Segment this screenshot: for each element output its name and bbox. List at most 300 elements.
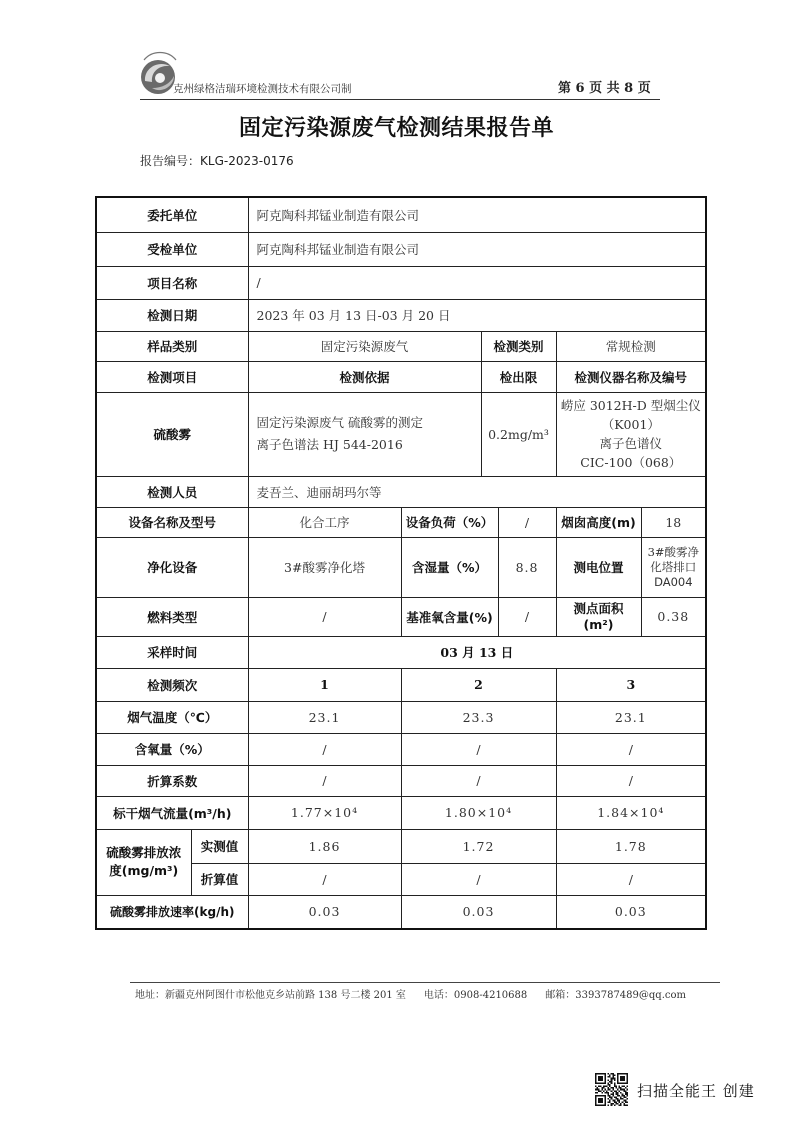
item-instrument-line: 崂应 3012H-D 型烟尘仪 — [560, 398, 701, 413]
item-instrument-line: CIC-100（068） — [580, 455, 682, 470]
qr-module — [600, 1100, 602, 1102]
dry-flow-value: 1.80×10⁴ — [401, 796, 556, 829]
item-instrument-line: （K001） — [601, 417, 660, 432]
flue-temp-value: 23.1 — [248, 701, 401, 733]
logo-arc — [144, 53, 176, 61]
position-value — [641, 537, 706, 597]
frequency-value: 3 — [556, 668, 706, 701]
qr-module — [604, 1076, 606, 1078]
qr-module — [614, 1090, 616, 1092]
qr-module — [611, 1073, 613, 1075]
fuel-label: 燃料类型 — [96, 597, 248, 636]
personnel-value: 麦吾兰、迪丽胡玛尔等 — [248, 476, 706, 507]
qr-module — [617, 1103, 619, 1105]
qr-module — [597, 1092, 599, 1094]
qr-module — [625, 1093, 627, 1095]
basis-header: 检测依据 — [248, 361, 481, 392]
row-emission-rate — [96, 895, 706, 929]
qr-module — [611, 1090, 613, 1092]
qr-module — [617, 1095, 619, 1097]
qr-module — [604, 1081, 606, 1083]
qr-module — [617, 1082, 619, 1084]
item-basis — [248, 392, 481, 476]
qr-module — [617, 1100, 619, 1102]
qr-module — [612, 1089, 614, 1091]
inspected-unit-label: 受检单位 — [96, 232, 248, 266]
limit-header: 检出限 — [481, 361, 556, 392]
qr-module — [620, 1078, 622, 1080]
qr-module — [611, 1097, 613, 1099]
qr-module — [595, 1098, 597, 1100]
oxygen-value: / — [248, 733, 401, 765]
qr-module — [604, 1075, 606, 1077]
qr-module — [615, 1103, 617, 1105]
qr-module — [617, 1098, 619, 1100]
qr-module — [615, 1101, 617, 1103]
qr-module — [604, 1079, 606, 1081]
qr-module — [612, 1092, 614, 1094]
row-item-header — [96, 361, 706, 392]
qr-module — [595, 1075, 597, 1077]
qr-module — [626, 1079, 628, 1081]
inspected-unit-value: 阿克陶科邦锰业制造有限公司 — [248, 232, 706, 266]
qr-module — [600, 1095, 602, 1097]
qr-module — [595, 1092, 597, 1094]
personnel-label: 检测人员 — [96, 476, 248, 507]
qr-module — [619, 1086, 621, 1088]
qr-module — [608, 1089, 610, 1091]
qr-module — [597, 1095, 599, 1097]
qr-module — [626, 1073, 628, 1075]
qr-module — [604, 1104, 606, 1106]
qr-module — [609, 1101, 611, 1103]
conversion-factor-value: / — [556, 765, 706, 796]
report-title: 固定污染源废气检测结果报告单 — [238, 115, 554, 141]
converted-value: / — [248, 863, 401, 895]
page-number: 第 6 页 共 8 页 — [558, 81, 651, 96]
qr-module — [604, 1095, 606, 1097]
qr-module — [615, 1097, 617, 1099]
qr-module — [609, 1076, 611, 1078]
qr-module — [622, 1098, 624, 1100]
qr-module — [612, 1073, 614, 1075]
sampling-time-value: 03 月 13 日 — [248, 636, 706, 668]
qr-module — [598, 1076, 600, 1078]
row-frequency — [96, 668, 706, 701]
qr-module — [623, 1090, 625, 1092]
concentration-label — [96, 829, 191, 895]
qr-module — [604, 1086, 606, 1088]
qr-module — [620, 1076, 622, 1078]
measured-value: 1.86 — [248, 829, 401, 863]
qr-module — [608, 1095, 610, 1097]
footer-email: 邮箱：3393787489@qq.com — [545, 990, 686, 1001]
dry-flow-value: 1.77×10⁴ — [248, 796, 401, 829]
position-label: 测电位置 — [556, 537, 641, 597]
category-value: 常规检测 — [556, 331, 706, 361]
qr-module — [603, 1095, 605, 1097]
qr-module — [614, 1086, 616, 1088]
oxygen-value: / — [401, 733, 556, 765]
moisture-value: 8.8 — [498, 537, 556, 597]
qr-module — [626, 1078, 628, 1080]
sample-label: 样品类别 — [96, 331, 248, 361]
qr-module — [625, 1082, 627, 1084]
frequency-value: 2 — [401, 668, 556, 701]
position-value-line: 化塔排口 — [650, 559, 697, 574]
qr-module — [626, 1098, 628, 1100]
row-client — [96, 197, 706, 232]
row-sampling-time — [96, 636, 706, 668]
qr-module — [625, 1073, 627, 1075]
qr-module — [600, 1086, 602, 1088]
qr-module — [601, 1073, 603, 1075]
qr-module — [617, 1081, 619, 1083]
qr-module — [608, 1076, 610, 1078]
converted-value: / — [556, 863, 706, 895]
concentration-label-line: 度(mg/m³) — [109, 863, 179, 878]
qr-module — [608, 1087, 610, 1089]
item-basis-line: 离子色谱法 HJ 544-2016 — [256, 437, 403, 452]
qr-module — [598, 1086, 600, 1088]
qr-module — [604, 1101, 606, 1103]
logo-center — [155, 73, 165, 83]
qr-module — [600, 1101, 602, 1103]
footer-address: 地址：新疆克州阿图什市松他克乡站前路 138 号二楼 201 室 — [135, 990, 406, 1001]
qr-module — [623, 1095, 625, 1097]
report-number — [140, 152, 294, 169]
conversion-factor-value: / — [248, 765, 401, 796]
qr-module — [595, 1078, 597, 1080]
footer-phone: 电话：0908-4210688 — [423, 990, 528, 1001]
qr-module — [612, 1093, 614, 1095]
row-dry-flow — [96, 796, 706, 829]
measured-value: 1.78 — [556, 829, 706, 863]
qr-module — [614, 1082, 616, 1084]
oxygen-ref-label: 基准氧含量(%) — [401, 597, 498, 636]
qr-module — [611, 1093, 613, 1095]
qr-module — [623, 1079, 625, 1081]
qr-module — [604, 1103, 606, 1105]
qr-module — [619, 1104, 621, 1106]
project-value: / — [248, 266, 706, 299]
qr-module — [623, 1086, 625, 1088]
qr-module — [620, 1073, 622, 1075]
qr-module — [601, 1089, 603, 1091]
qr-module — [611, 1081, 613, 1083]
qr-module — [620, 1098, 622, 1100]
area-value: 0.38 — [641, 597, 706, 636]
item-header: 检测项目 — [96, 361, 248, 392]
qr-module — [614, 1078, 616, 1080]
qr-module — [595, 1089, 597, 1091]
qr-module — [608, 1082, 610, 1084]
qr-module — [598, 1098, 600, 1100]
qr-module — [597, 1073, 599, 1075]
row-fuel — [96, 597, 706, 636]
area-label — [556, 597, 641, 636]
qr-module — [619, 1095, 621, 1097]
qr-module — [617, 1078, 619, 1080]
qr-module — [597, 1104, 599, 1106]
qr-module — [609, 1100, 611, 1102]
frequency-value: 1 — [248, 668, 401, 701]
qr-module — [612, 1103, 614, 1105]
qr-module — [608, 1073, 610, 1075]
qr-module — [612, 1087, 614, 1089]
qr-module — [611, 1087, 613, 1089]
qr-module — [626, 1075, 628, 1077]
oxygen-label: 含氧量（%） — [96, 733, 248, 765]
qr-module — [606, 1086, 608, 1088]
table-body — [96, 197, 706, 929]
qr-module — [598, 1090, 600, 1092]
qr-module — [600, 1076, 602, 1078]
row-sample — [96, 331, 706, 361]
qr-module — [625, 1087, 627, 1089]
qr-module — [606, 1092, 608, 1094]
project-label: 项目名称 — [96, 266, 248, 299]
qr-module — [614, 1084, 616, 1086]
qr-module — [597, 1087, 599, 1089]
qr-module — [615, 1092, 617, 1094]
qr-module — [617, 1089, 619, 1091]
purifier-value: 3#酸雾净化塔 — [248, 537, 401, 597]
qr-module — [615, 1093, 617, 1095]
qr-module — [626, 1104, 628, 1106]
qr-module — [614, 1097, 616, 1099]
qr-module — [620, 1103, 622, 1105]
qr-module — [620, 1087, 622, 1089]
qr-module — [598, 1089, 600, 1091]
oxygen-ref-value: / — [498, 597, 556, 636]
report-number-value: KLG-2023-0176 — [200, 154, 294, 168]
qr-module — [608, 1098, 610, 1100]
qr-module — [619, 1101, 621, 1103]
qr-module — [604, 1078, 606, 1080]
qr-module — [622, 1086, 624, 1088]
qr-module — [595, 1097, 597, 1099]
qr-module — [623, 1100, 625, 1102]
position-value-line: 3#酸雾净 — [647, 544, 700, 559]
area-label-line: 测点面积 — [573, 600, 624, 616]
qr-module — [623, 1103, 625, 1105]
qr-module — [608, 1093, 610, 1095]
qr-module — [597, 1089, 599, 1091]
flue-temp-value: 23.1 — [556, 701, 706, 733]
qr-module — [609, 1075, 611, 1077]
fuel-value: / — [248, 597, 401, 636]
test-date-value: 2023 年 03 月 13 日-03 月 20 日 — [248, 299, 706, 331]
qr-module — [595, 1103, 597, 1105]
qr-module — [608, 1104, 610, 1106]
qr-module — [623, 1078, 625, 1080]
qr-module — [622, 1089, 624, 1091]
qr-module — [617, 1073, 619, 1075]
row-concentration-measured — [96, 829, 706, 863]
qr-module — [620, 1082, 622, 1084]
qr-module — [604, 1089, 606, 1091]
emission-rate-value: 0.03 — [248, 895, 401, 929]
row-inspected-unit — [96, 232, 706, 266]
position-value-line: DA004 — [654, 574, 693, 589]
qr-module — [595, 1104, 597, 1106]
qr-module — [611, 1098, 613, 1100]
qr-module — [598, 1082, 600, 1084]
qr-module — [626, 1076, 628, 1078]
measured-label: 实测值 — [191, 829, 248, 863]
qr-module — [601, 1104, 603, 1106]
qr-module — [603, 1104, 605, 1106]
qr-module — [598, 1079, 600, 1081]
qr-module — [623, 1073, 625, 1075]
qr-module — [623, 1082, 625, 1084]
qr-module — [600, 1104, 602, 1106]
qr-module — [595, 1100, 597, 1102]
qr-module — [604, 1082, 606, 1084]
oxygen-value: / — [556, 733, 706, 765]
qr-module — [622, 1082, 624, 1084]
qr-module — [608, 1084, 610, 1086]
qr-module — [615, 1086, 617, 1088]
area-label-line: (m²) — [583, 616, 614, 632]
qr-code-svg — [595, 1073, 628, 1106]
qr-module — [626, 1095, 628, 1097]
dry-flow-label: 标干烟气流量(m³/h) — [96, 796, 248, 829]
qr-module — [614, 1079, 616, 1081]
qr-module — [620, 1097, 622, 1099]
qr-module — [626, 1081, 628, 1083]
qr-module — [608, 1079, 610, 1081]
measured-value: 1.72 — [401, 829, 556, 863]
equipment-value: 化合工序 — [248, 507, 401, 537]
sample-value: 固定污染源废气 — [248, 331, 481, 361]
frequency-label: 检测频次 — [96, 668, 248, 701]
qr-module — [625, 1100, 627, 1102]
footer-divider — [130, 982, 720, 983]
report-number-label: 报告编号： — [140, 154, 201, 168]
stack-height-label: 烟囱高度(m) — [556, 507, 641, 537]
qr-module — [598, 1100, 600, 1102]
qr-module — [622, 1073, 624, 1075]
qr-module — [608, 1101, 610, 1103]
qr-module — [601, 1076, 603, 1078]
qr-module — [601, 1082, 603, 1084]
qr-module — [603, 1087, 605, 1089]
qr-module — [625, 1104, 627, 1106]
qr-module — [620, 1104, 622, 1106]
qr-module — [614, 1104, 616, 1106]
qr-module — [611, 1082, 613, 1084]
qr-module — [622, 1093, 624, 1095]
conversion-factor-label: 折算系数 — [96, 765, 248, 796]
qr-module — [595, 1082, 597, 1084]
qr-module — [601, 1100, 603, 1102]
qr-module — [609, 1084, 611, 1086]
qr-module — [598, 1095, 600, 1097]
row-purifier — [96, 537, 706, 597]
qr-module — [598, 1078, 600, 1080]
qr-module — [603, 1090, 605, 1092]
qr-module — [600, 1079, 602, 1081]
emission-rate-value: 0.03 — [401, 895, 556, 929]
qr-module — [609, 1089, 611, 1091]
qr-module — [625, 1097, 627, 1099]
qr-module — [597, 1082, 599, 1084]
qr-module — [611, 1104, 613, 1106]
qr-module — [601, 1079, 603, 1081]
item-instrument — [556, 392, 706, 476]
qr-module — [595, 1079, 597, 1081]
qr-module — [619, 1073, 621, 1075]
qr-module — [601, 1092, 603, 1094]
moisture-label: 含湿量（%） — [401, 537, 498, 597]
emission-rate-value: 0.03 — [556, 895, 706, 929]
qr-module — [601, 1095, 603, 1097]
qr-module — [620, 1092, 622, 1094]
qr-module — [617, 1092, 619, 1094]
client-label: 委托单位 — [96, 197, 248, 232]
load-value: / — [498, 507, 556, 537]
qr-module — [595, 1101, 597, 1103]
qr-module — [598, 1101, 600, 1103]
qr-module — [609, 1081, 611, 1083]
qr-module — [612, 1095, 614, 1097]
qr-module — [601, 1078, 603, 1080]
row-personnel — [96, 476, 706, 507]
qr-module — [595, 1073, 597, 1075]
qr-module — [622, 1101, 624, 1103]
footer-contact — [135, 986, 704, 1001]
item-instrument-line: 离子色谱仪 — [599, 436, 663, 451]
qr-module — [614, 1101, 616, 1103]
qr-module — [615, 1098, 617, 1100]
row-item — [96, 392, 706, 476]
qr-module — [611, 1103, 613, 1105]
qr-module — [600, 1078, 602, 1080]
flue-temp-value: 23.3 — [401, 701, 556, 733]
category-label: 检测类别 — [481, 331, 556, 361]
report-table — [95, 196, 707, 930]
item-name: 硫酸雾 — [96, 392, 248, 476]
client-value: 阿克陶科邦锰业制造有限公司 — [248, 197, 706, 232]
qr-module — [625, 1092, 627, 1094]
qr-module — [609, 1097, 611, 1099]
qr-module — [612, 1078, 614, 1080]
qr-module — [626, 1101, 628, 1103]
qr-module — [617, 1076, 619, 1078]
test-date-label: 检测日期 — [96, 299, 248, 331]
qr-module — [604, 1092, 606, 1094]
qr-module — [598, 1104, 600, 1106]
qr-module — [595, 1095, 597, 1097]
qr-module — [601, 1098, 603, 1100]
qr-module — [612, 1075, 614, 1077]
qr-module — [626, 1089, 628, 1091]
qr-module — [601, 1087, 603, 1089]
qr-module — [611, 1079, 613, 1081]
qr-module — [612, 1076, 614, 1078]
flue-temp-label: 烟气温度（℃） — [96, 701, 248, 733]
row-project — [96, 266, 706, 299]
qr-module — [620, 1079, 622, 1081]
qr-module — [623, 1097, 625, 1099]
qr-module — [622, 1095, 624, 1097]
item-basis-line: 固定污染源废气 硫酸雾的测定 — [256, 415, 423, 430]
qr-module — [606, 1090, 608, 1092]
qr-module — [614, 1075, 616, 1077]
row-flue-temp — [96, 701, 706, 733]
